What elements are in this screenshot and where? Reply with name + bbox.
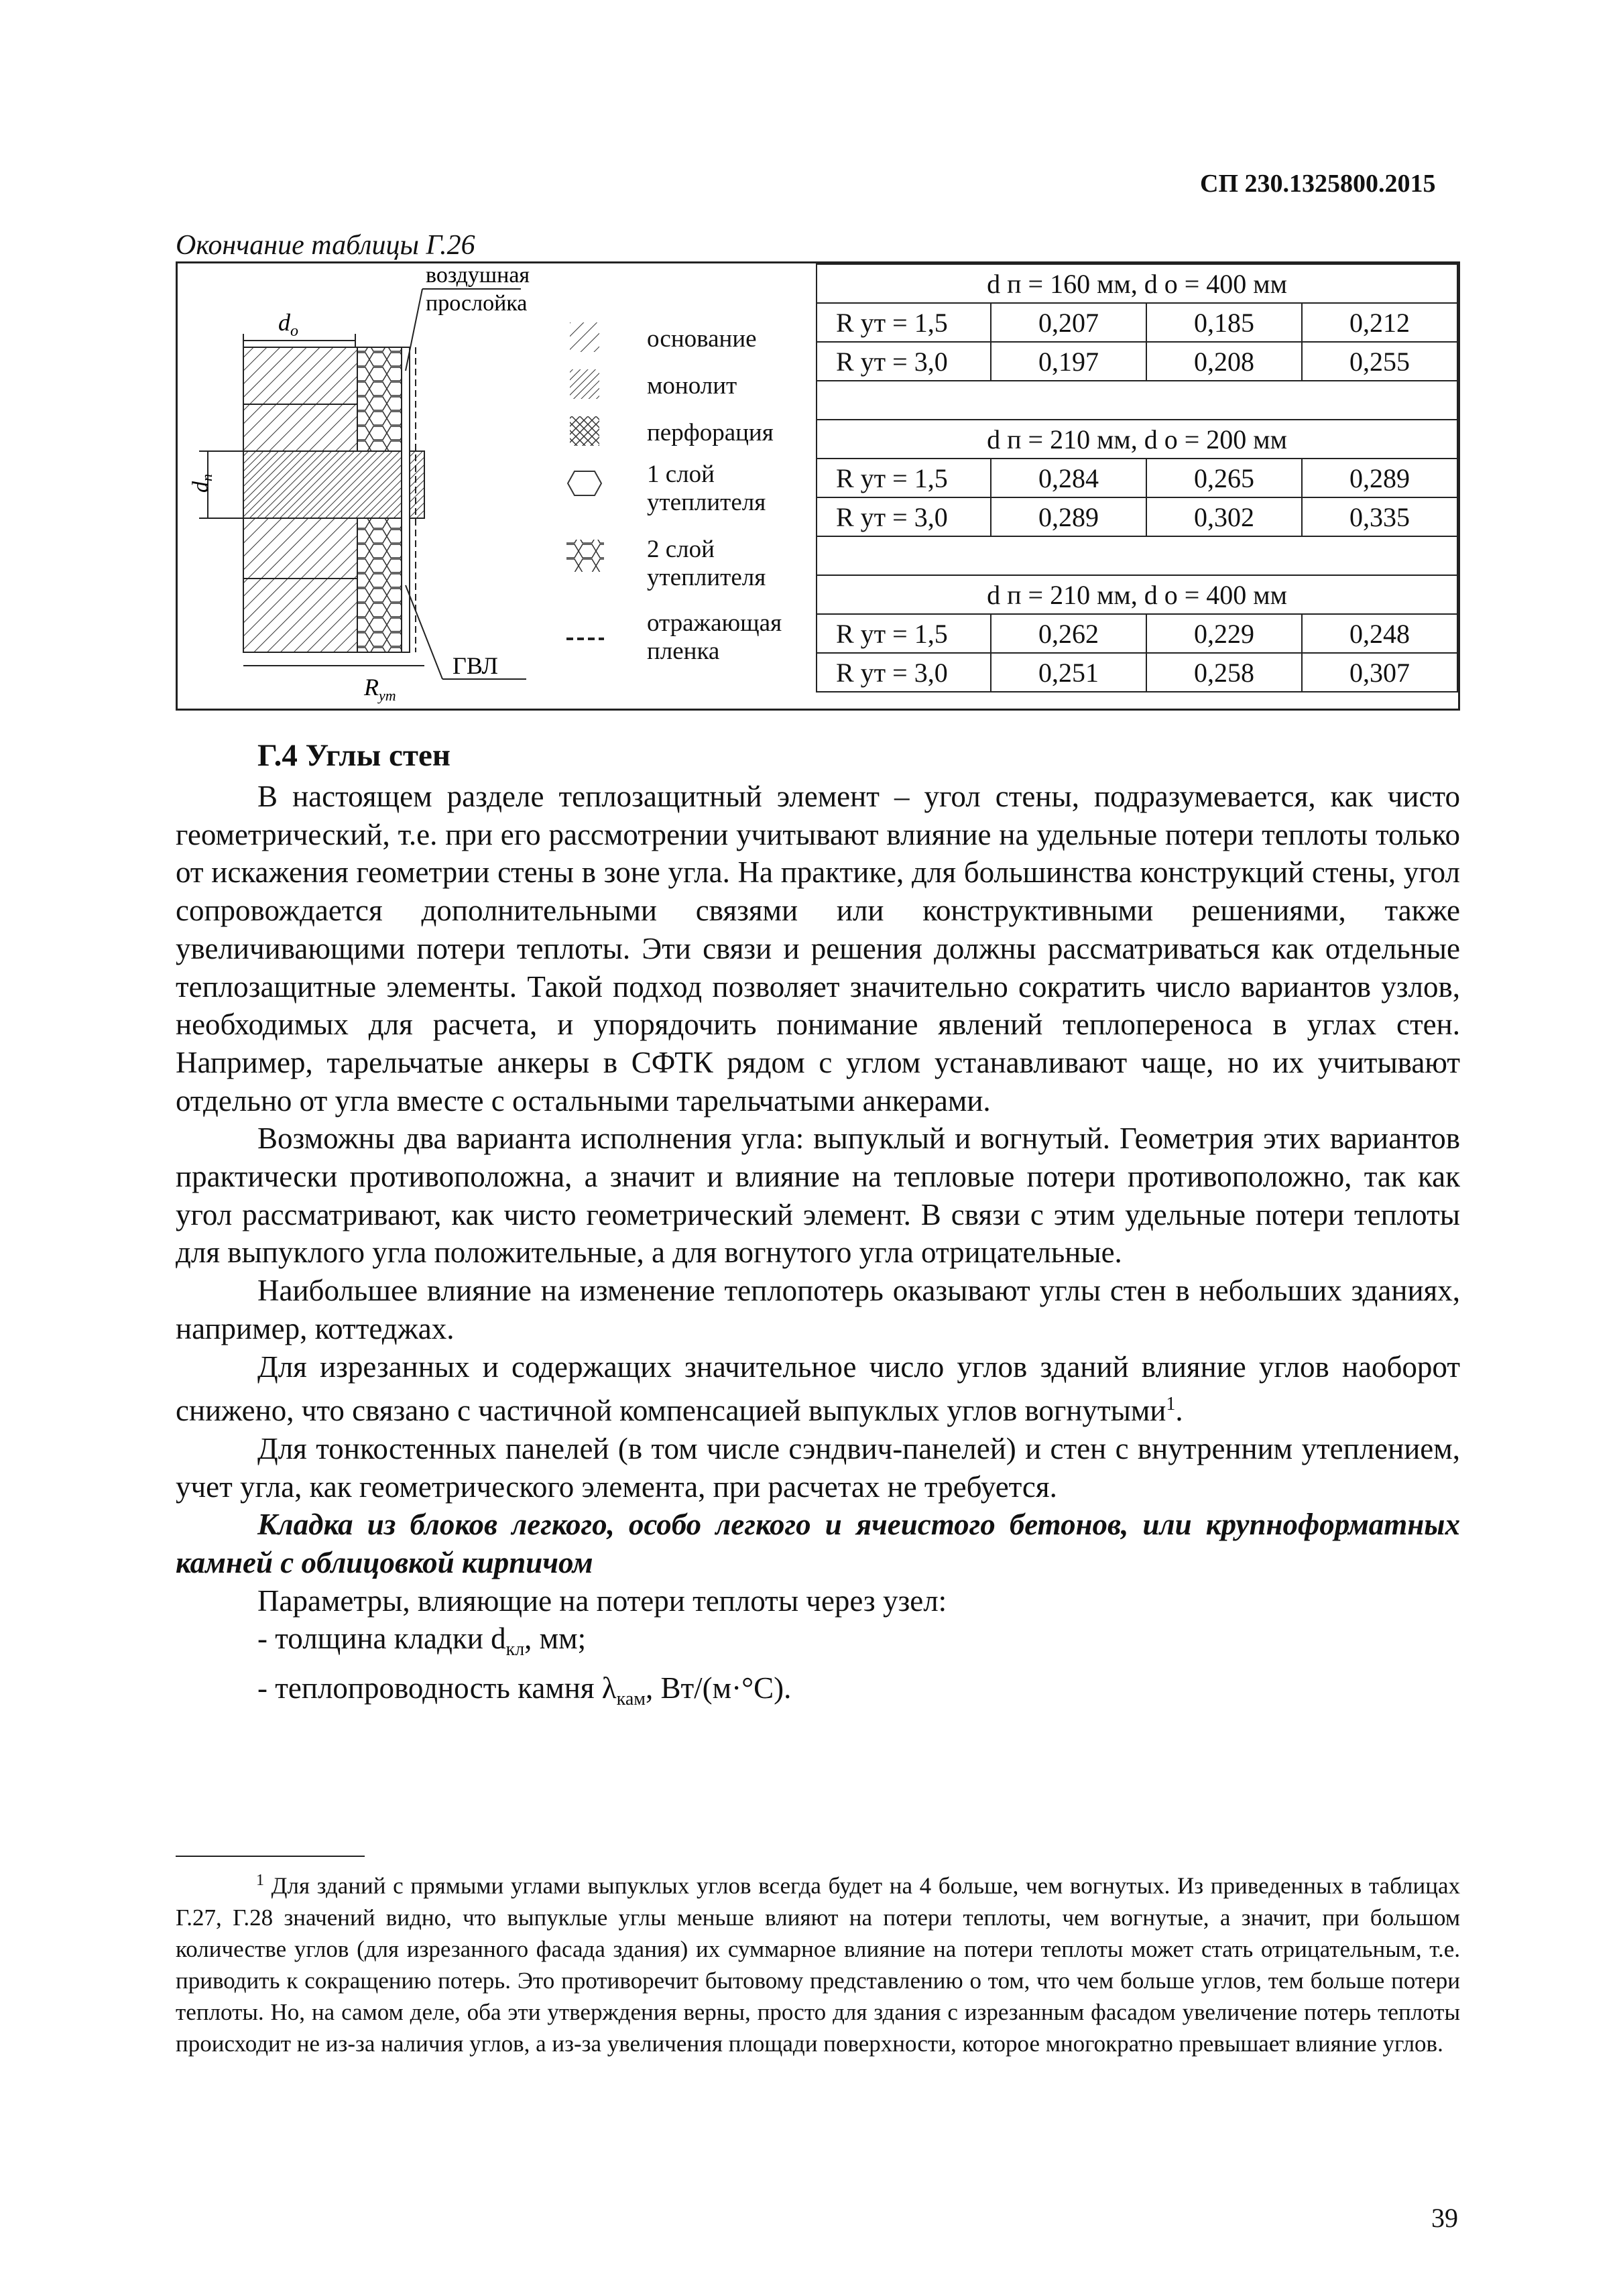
value-cell: 0,265 [1146, 459, 1302, 497]
table-row [817, 459, 1457, 497]
value-cell: 0,262 [991, 614, 1146, 653]
r-ut-cell: R ут = 3,0 [817, 497, 991, 536]
r-ut-label: $R_{ут}$ [364, 674, 396, 704]
table-row [817, 653, 1457, 692]
document-code: СП 230.1325800.2015 [1200, 170, 1436, 198]
r-ut-cell: R ут = 1,5 [817, 303, 991, 342]
value-cell: 0,251 [991, 653, 1146, 692]
spacer-row [817, 536, 1457, 575]
table-row [817, 497, 1457, 536]
param-2: - теплопроводность камня $\lambda_{кам}$, Вт/(м·°С). [257, 1671, 792, 1710]
value-cell: 0,185 [1146, 303, 1302, 342]
paragraph-5: Для тонкостенных панелей (в том числе сэндвич-панелей) и стен с внутренним утеплением, учет угла, как геометрического элемента, при расчетах не требуется. [176, 1431, 1460, 1504]
value-cell: 0,289 [991, 497, 1146, 536]
table-caption: Окончание таблицы Г.26 [176, 230, 475, 261]
d-p-label: dп [188, 474, 215, 493]
r-ut-cell: R ут = 3,0 [817, 653, 991, 692]
group-header-row [817, 264, 1457, 303]
value-cell: 0,335 [1302, 497, 1457, 536]
table-g26-end [176, 261, 1460, 711]
param-1: - толщина кладки $d_{кл}$, мм; [257, 1622, 587, 1660]
r-ut-cell: R ут = 1,5 [817, 614, 991, 653]
value-cell: 0,229 [1146, 614, 1302, 653]
footnote-divider [176, 1856, 365, 1857]
r-ut-cell: R ут = 1,5 [817, 459, 991, 497]
value-cell: 0,248 [1302, 614, 1457, 653]
legend-label-base: основание [647, 325, 757, 353]
footnote-text: Для зданий с прямыми углами выпуклых углов всегда будет на 4 больше, чем вогнутых. Из приведенных в таблицах Г.27, Г.28 значений видно, что выпуклые углы меньше влияют на потери теплоты, чем вогнутые, а значит, при большом количестве углов (для изрезанного фасада здания) их суммарное влияние на потери теплоты может стать отрицательным, т.е. приводить к сокращению потерь. Это противоречит бытовому представлению о том, что чем больше углов, тем больше потери теплоты. Но, на самом деле, оба эти утверждения верны, просто для здания с изрезанным фасадом увеличение потерь теплоты происходит не из-за наличия углов, а из-за увеличения площади поверхности, которое многократно превышает влияние углов. [176, 1872, 1460, 2057]
d-o-label: $d_о$ [278, 309, 298, 340]
value-cell: 0,208 [1146, 342, 1302, 381]
insulation-one-layer-icon [568, 471, 601, 495]
group-header-row [817, 575, 1457, 614]
values-table [816, 263, 1458, 692]
group-header-row [817, 420, 1457, 459]
section-title: Г.4 Углы стен [257, 738, 450, 773]
footnote [176, 1865, 1460, 2059]
paragraph-3: Наибольшее влияние на изменение теплопотерь оказывают углы стен в небольших зданиях, например, коттеджах. [176, 1274, 1460, 1345]
r-ut-cell: R ут = 3,0 [817, 342, 991, 381]
params-intro: Параметры, влияющие на потери теплоты через узел: [257, 1583, 947, 1618]
page-number: 39 [1431, 2203, 1458, 2233]
legend-label-insulation-1: 1 слой утеплителя [647, 461, 766, 516]
footnote-mark: 1 [256, 1872, 264, 1889]
air-gap-label-2: прослойка [426, 291, 528, 316]
table-row [817, 342, 1457, 381]
group-header: d п = 210 мм, d о = 200 мм [817, 420, 1457, 459]
value-cell: 0,289 [1302, 459, 1457, 497]
value-cell: 0,258 [1146, 653, 1302, 692]
value-cell: 0,197 [991, 342, 1146, 381]
table-row [817, 614, 1457, 653]
paragraph-2: Возможны два варианта исполнения угла: выпуклый и вогнутый. Геометрия этих вариантов практически противоположна, а значит и влияние на тепловые потери противоположно, так как угол рассматривают, как чисто геометрический элемент. В связи с этим удельные потери теплоты для выпуклого угла положительные, а для вогнутого угла отрицательные. [176, 1122, 1460, 1270]
subheading: Кладка из блоков легкого, особо легкого и ячеистого бетонов, или крупноформатных камней с облицовкой кирпичом [176, 1508, 1460, 1580]
hatch-monolith-icon [570, 369, 599, 399]
value-cell: 0,212 [1302, 303, 1457, 342]
paragraph-1: В настоящем разделе теплозащитный элемент – угол стены, подразумевается, как чисто геометрический, т.е. при его рассмотрении учитывают влияние на удельные потери теплоты только от искажения геометрии стены в зоне угла. На практике, для большинства конструкций стены, угол сопровождается дополнительными связями или конструктивными решениями, также увеличивающими потери теплоты. Эти связи и решения должны рассматриваться как отдельные теплозащитные элементы. Такой подход позволяет значительно сократить число вариантов узлов, необходимых для расчета, и упорядочить понимание явлений теплопереноса в углах стен. Например, тарельчатые анкеры в СФТК рядом с углом устанавливают чаще, но их учитывают отдельно от угла вместе с остальными тарельчатыми анкерами. [176, 780, 1460, 1117]
legend-label-film: отражающая пленка [647, 609, 782, 665]
legend-label-monolith: монолит [647, 372, 737, 400]
value-cell: 0,302 [1146, 497, 1302, 536]
cross-hatch-perforation-icon [570, 416, 599, 446]
value-cell: 0,284 [991, 459, 1146, 497]
section-body [176, 778, 1460, 1719]
value-cell: 0,207 [991, 303, 1146, 342]
insulation-two-layer-icon [566, 540, 604, 572]
table-row [817, 303, 1457, 342]
spacer-cell [817, 536, 1457, 575]
air-gap-label-1: воздушная [426, 263, 530, 288]
footnote-ref[interactable]: 1 [1166, 1394, 1176, 1415]
group-header: d п = 160 мм, d о = 400 мм [817, 264, 1457, 303]
hatch-base-icon [570, 322, 599, 352]
spacer-row [817, 381, 1457, 420]
gvl-label: ГВЛ [453, 652, 498, 679]
value-cell: 0,255 [1302, 342, 1457, 381]
legend-label-insulation-2: 2 слой утеплителя [647, 536, 766, 591]
group-header: d п = 210 мм, d о = 400 мм [817, 575, 1457, 614]
legend-label-perforation: перфорация [647, 419, 774, 446]
paragraph-4: Для изрезанных и содержащих значительное число углов зданий влияние углов наоборот снижено, что связано с частичной компенсацией выпуклых углов вогнутыми$^1$. [176, 1349, 1460, 1428]
spacer-cell [817, 381, 1457, 420]
value-cell: 0,307 [1302, 653, 1457, 692]
